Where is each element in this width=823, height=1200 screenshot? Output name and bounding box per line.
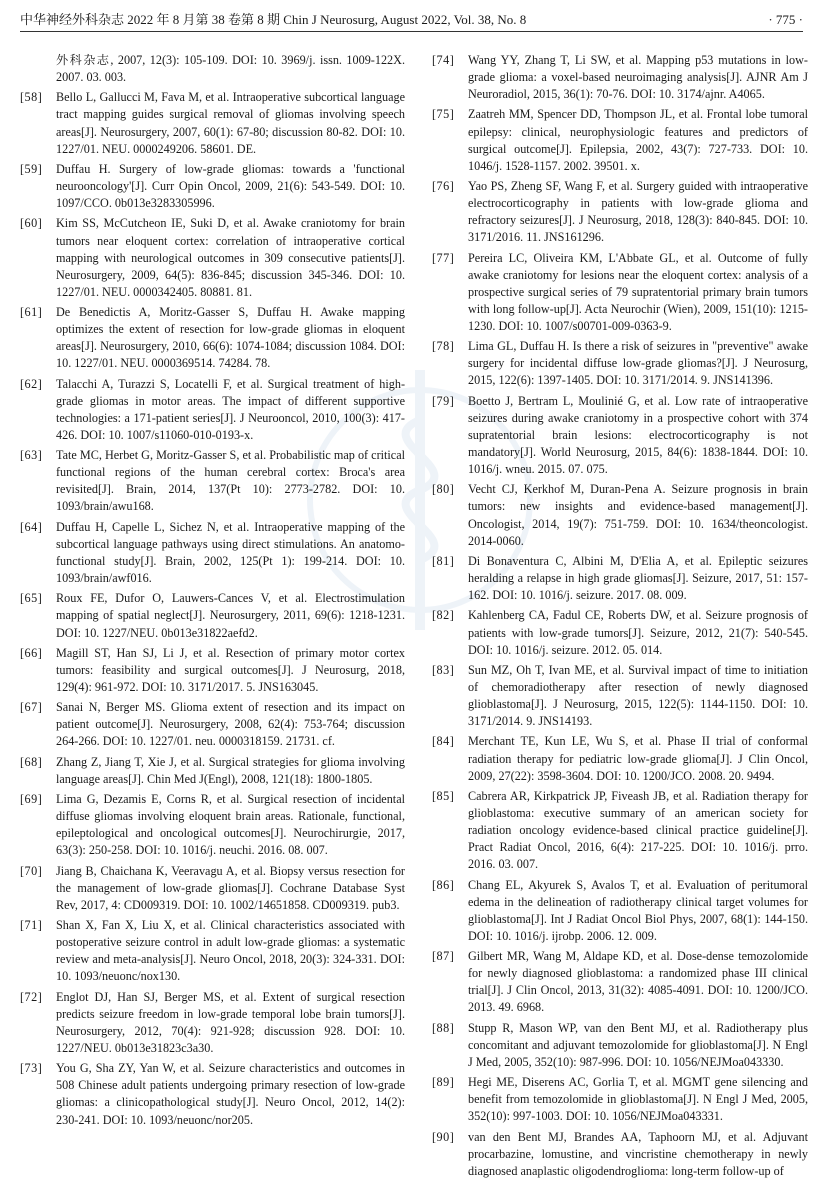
reference-text: Sun MZ, Oh T, Ivan ME, et al. Survival impact of time to initiation of chemoradiotherapy after resection of newly diagnosed glioblastoma[J]. J Neurosurg, 2015, 122(5): 1144-1150. DOI: 10. 3171/2014. 9. JNS14193. [468,662,808,729]
reference-entry [432,1129,808,1180]
right-reference-list [432,52,808,1180]
reference-number: [67] [20,700,43,715]
reference-text: De Benedictis A, Moritz-Gasser S, Duffau H. Awake mapping optimizes the extent of resection for low-grade gliomas in eloquent areas[J]. Neurosurgery, 2010, 66(6): 1074-1084; discussion 1084. DOI: 10. 1227/01. NEU. 0000369514. 74284. 78. [56,305,405,371]
reference-text: Gilbert MR, Wang M, Aldape KD, et al. Dose-dense temozolomide for newly diagnosed glioblastoma: a randomized phase III clinical trial[J]. J Clin Oncol, 2013, 31(32): 4085-4091. DOI: 10. 1200/JCO. 2013. 49. 6968. [468,949,808,1015]
reference-entry [20,215,405,300]
reference-text: van den Bent MJ, Brandes AA, Taphoorn MJ, et al. Adjuvant procarbazine, lomustine, and vincristine chemotherapy in newly diagnosed anaplastic oligodendroglioma: long-term follow-up of [468,1129,808,1178]
reference-number: [69] [20,792,43,807]
reference-entry [20,645,405,696]
reference-number: [63] [20,448,43,463]
reference-number: [70] [20,863,43,878]
reference-text: Hegi ME, Diserens AC, Gorlia T, et al. MGMT gene silencing and benefit from temozolomide in glioblastoma[J]. N Engl J Med, 2005, 352(10): 997-1003. DOI: 10. 1056/NEJMoa043331. [468,1075,808,1124]
reference-number: [72] [20,989,43,1004]
reference-entry [432,788,808,873]
reference-text: Chang EL, Akyurek S, Avalos T, et al. Evaluation of peritumoral edema in the delineation of radiotherapy clinical target volumes for glioblastoma[J]. Int J Radiat Oncol Biol Phys, 2007, 68(1): 144-150. DOI: 10. 1016/j. ijrobp. 2006. 12. 009. [468,877,808,943]
reference-number: [83] [432,662,455,677]
reference-text: Lima GL, Duffau H. Is there a risk of seizures in "preventive" awake surgery for incidental diffuse low-grade gliomas?[J]. J Neurosurg, 2015, 122(6): 1397-1405. DOI: 10. 3171/2014. 9. JNS141396. [468,339,808,388]
reference-entry [20,791,405,859]
reference-number: [58] [20,90,43,105]
right-column [432,52,808,1183]
reference-number: [87] [432,949,455,964]
reference-entry [20,304,405,372]
reference-entry [20,590,405,641]
reference-entry [432,250,808,335]
reference-text: Magill ST, Han SJ, Li J, et al. Resection of primary motor cortex tumors: feasibility and surgical outcomes[J]. J Neurosurg, 2018, 129(4): 961-972. DOI: 10. 3171/2017. 5. JNS163045. [56,645,405,694]
reference-number: [89] [432,1075,455,1090]
reference-entry [432,338,808,389]
reference-text: Di Bonaventura C, Albini M, D'Elia A, et al. Epileptic seizures heralding a relapse in high grade gliomas[J]. Seizure, 2017, 51: 157-162. DOI: 10. 1016/j. seizure. 2017. 08. 009. [468,553,808,603]
reference-entry [432,52,808,103]
reference-entry [20,447,405,515]
reference-number: [90] [432,1129,455,1144]
running-header [20,6,803,32]
reference-text: You G, Sha ZY, Yan W, et al. Seizure characteristics and outcomes in 508 Chinese adult patients undergoing primary resection of low-grade gliomas: a clinicopathological study[J]. Neuro Oncol, 2012, 14(2): 230-241. DOI: 10. 1093/neuonc/nor205. [56,1061,405,1127]
reference-entry [432,733,808,784]
reference-text: Bello L, Gallucci M, Fava M, et al. Intraoperative subcortical language tract mapping guides surgical removal of gliomas involving speech areas[J]. Neurosurgery, 2007, 60(1): 67-80; discussion 80-82. DOI: 10. 1227/01. NEU. 0000249206. 58601. DE. [56,90,405,156]
reference-number: [86] [432,877,455,892]
reference-number: [68] [20,754,43,769]
reference-number: [62] [20,376,43,391]
reference-entry [432,1074,808,1125]
reference-text: Zaatreh MM, Spencer DD, Thompson JL, et al. Frontal lobe tumoral epilepsy: clinical, neurophysiologic features and predictors of surgical outcome[J]. Epilepsia, 2002, 43(7): 727-733. DOI: 10. 1046/j. 1528-1157. 2002. 39501. x. [468,107,808,173]
reference-number: [81] [432,553,455,568]
left-column [20,52,405,1132]
reference-number: [73] [20,1061,43,1076]
reference-number: [84] [432,734,455,749]
reference-text: Jiang B, Chaichana K, Veeravagu A, et al. Biopsy versus resection for the management of low-grade gliomas[J]. Cochrane Database Syst Rev, 2017, 4: CD009319. DOI: 10. 1002/14651858. CD009319. pub3. [56,863,405,912]
reference-entry [432,877,808,945]
reference-entry [432,393,808,478]
reference-entry [20,89,405,157]
reference-entry [20,699,405,750]
reference-text: Tate MC, Herbet G, Moritz-Gasser S, et al. Probabilistic map of critical functional regions of the human cerebral cortex: Broca's area revisited[J]. Brain, 2014, 137(Pt 10): 2773-2782. DOI: 10. 1093/brain/awu168. [56,448,405,514]
reference-number: [60] [20,216,43,231]
reference-text: Kahlenberg CA, Fadul CE, Roberts DW, et al. Seizure prognosis of patients with low-grade tumors[J]. Seizure, 2012, 21(7): 540-545. DOI: 10. 1016/j. seizure. 2012. 05. 014. [468,608,808,657]
reference-text: Roux FE, Dufor O, Lauwers-Cances V, et al. Electrostimulation mapping of spatial neglect[J]. Neurosurgery, 2011, 69(6): 1218-1231. DOI: 10. 1227/NEU. 0b013e31822aefd2. [56,591,405,640]
reference-text: Stupp R, Mason WP, van den Bent MJ, et al. Radiotherapy plus concomitant and adjuvant temozolomide for glioblastoma[J]. N Engl J Med, 2005, 352(10): 987-996. DOI: 10. 1056/NEJMoa043330. [468,1020,808,1069]
reference-text: Kim SS, McCutcheon IE, Suki D, et al. Awake craniotomy for brain tumors near eloquent cortex: correlation of intraoperative cortical mapping with neurological outcomes in 309 consecutive patients[J]. Neurosurgery, 2009, 64(5): 836-845; discussion 345-346. DOI: 10. 1227/01. NEU. 0000342405. 80881. 81. [56,216,405,299]
reference-number: [77] [432,250,455,265]
left-reference-list [20,89,405,1128]
reference-entry [20,519,405,587]
reference-text: Shan X, Fan X, Liu X, et al. Clinical characteristics associated with postoperative seizure control in adult low-grade gliomas: a systematic review and meta-analysis[J]. Neuro Oncol, 2018, 20(3): 324-331. DOI: 10. 1093/neuonc/nox130. [56,918,405,984]
reference-number: [75] [432,107,455,122]
reference-entry [432,553,808,604]
reference-number: [85] [432,788,455,803]
reference-entry [432,607,808,658]
reference-number: [59] [20,161,43,176]
reference-number: [66] [20,645,43,660]
reference-entry [20,376,405,444]
reference-text: Boetto J, Bertram L, Moulinié G, et al. Low rate of intraoperative seizures during awake craniotomy in a prospective cohort with 374 supratentorial brain lesions: electrocorticography is not mandatory[J]. World Neurosurg, 2015, 84(6): 1838-1844. DOI: 10. 1016/j. wneu. 2015. 07. 075. [468,393,808,477]
reference-number: [65] [20,591,43,606]
reference-number: [79] [432,393,455,408]
reference-entry [432,948,808,1016]
reference-text: Zhang Z, Jiang T, Xie J, et al. Surgical strategies for glioma involving language areas[J]. Chin Med J(Engl), 2008, 121(18): 1800-1805. [56,754,405,786]
reference-entry [432,481,808,549]
reference-text: Lima G, Dezamis E, Corns R, et al. Surgical resection of incidental diffuse gliomas involving eloquent brain areas. Rationale, functional, epileptological and oncological outcomes[J]. Neurochirurgie, 2017, 63(3): 250-258. DOI: 10. 1016/j. neuchi. 2016. 08. 007. [56,792,405,858]
reference-text: Cabrera AR, Kirkpatrick JP, Fiveash JB, et al. Radiation therapy for glioblastoma: executive summary of an american society for radiation oncology evidence-based clinical practice guideline[J]. Pract Radiat Oncol, 2016, 6(4): 217-225. DOI: 10. 1016/j. prro. 2016. 03. 007. [468,788,808,872]
reference-number: [88] [432,1020,455,1035]
reference-continuation: 外科杂志, 2007, 12(3): 105-109. DOI: 10. 3969/j. issn. 1009-122X. 2007. 03. 003. [56,53,405,85]
reference-entry [432,1020,808,1071]
reference-text: Wang YY, Zhang T, Li SW, et al. Mapping p53 mutations in low-grade glioma: a voxel-based neuroimaging analysis[J]. AJNR Am J Neuroradiol, 2015, 36(1): 70-76. DOI: 10. 3174/ajnr. A4065. [468,53,808,102]
reference-text: Pereira LC, Oliveira KM, L'Abbate GL, et al. Outcome of fully awake craniotomy for lesions near the eloquent cortex: analysis of a prospective surgical series of 79 supratentorial primary brain tumors with long follow-up[J]. Acta Neurochir (Wien), 2009, 151(10): 1215-1230. DOI: 10. 1007/s00701-009-0363-9. [468,250,808,333]
reference-text: Duffau H, Capelle L, Sichez N, et al. Intraoperative mapping of the subcortical language pathways using direct stimulations. An anatomo-functional study[J]. Brain, 2002, 125(Pt 1): 199-214. DOI: 10. 1093/brain/awf016. [56,519,405,586]
journal-citation-line: 中华神经外科杂志 2022 年 8 月第 38 卷第 8 期 Chin J Neurosurg, August 2022, Vol. 38, No. 8 [20,12,527,27]
reference-entry [20,754,405,788]
reference-number: [82] [432,608,455,623]
reference-text: Sanai N, Berger MS. Glioma extent of resection and its impact on patient outcome[J]. Neurosurgery, 2008, 62(4): 753-764; discussion 264-266. DOI: 10. 1227/01. neu. 0000318159. 21731. cf. [56,700,405,749]
reference-entry [20,161,405,212]
reference-number: [76] [432,179,455,194]
reference-number: [78] [432,339,455,354]
reference-text: Merchant TE, Kun LE, Wu S, et al. Phase II trial of conformal radiation therapy for pediatric low-grade glioma[J]. J Clin Oncol, 2009, 27(22): 3598-3604. DOI: 10. 1200/JCO. 2008. 20. 9494. [468,734,808,783]
reference-entry [20,863,405,914]
reference-number: [61] [20,305,43,320]
reference-number: [74] [432,53,455,67]
reference-text: Vecht CJ, Kerkhof M, Duran-Pena A. Seizure prognosis in brain tumors: new insights and evidence-based management[J]. Oncologist, 2014, 19(7): 751-759. DOI: 10. 1634/theoncologist. 2014-0060. [468,482,808,548]
reference-entry [432,178,808,246]
reference-entry [432,106,808,174]
reference-entry [432,662,808,730]
reference-text: Yao PS, Zheng SF, Wang F, et al. Surgery guided with intraoperative electrocorticography in patients with low-grade glioma and refractory seizures[J]. J Neurosurg, 2018, 128(3): 840-845. DOI: 10. 3171/2016. 11. JNS161296. [468,179,808,245]
reference-number: [80] [432,482,455,497]
reference-entry [20,917,405,985]
reference-text: Duffau H. Surgery of low-grade gliomas: towards a 'functional neurooncology'[J]. Curr Opin Oncol, 2009, 21(6): 543-549. DOI: 10. 1097/CCO. 0b013e3283305996. [56,161,405,211]
reference-text: Talacchi A, Turazzi S, Locatelli F, et al. Surgical treatment of high-grade gliomas in motor areas. The impact of different supportive technologies: a 171-patient series[J]. J Neurooncol, 2010, 100(3): 417-426. DOI: 10. 1007/s11060-010-0193-x. [56,376,405,442]
page-number: · 775 · [768,12,803,27]
reference-entry [20,1060,405,1128]
reference-text: Englot DJ, Han SJ, Berger MS, et al. Extent of surgical resection predicts seizure freedom in low-grade temporal lobe brain tumors[J]. Neurosurgery, 2012, 70(4): 921-928; discussion 928. DOI: 10. 1227/NEU. 0b013e31823c3a30. [56,989,405,1055]
reference-entry [20,989,405,1057]
reference-number: [71] [20,918,43,933]
reference-number: [64] [20,519,43,534]
